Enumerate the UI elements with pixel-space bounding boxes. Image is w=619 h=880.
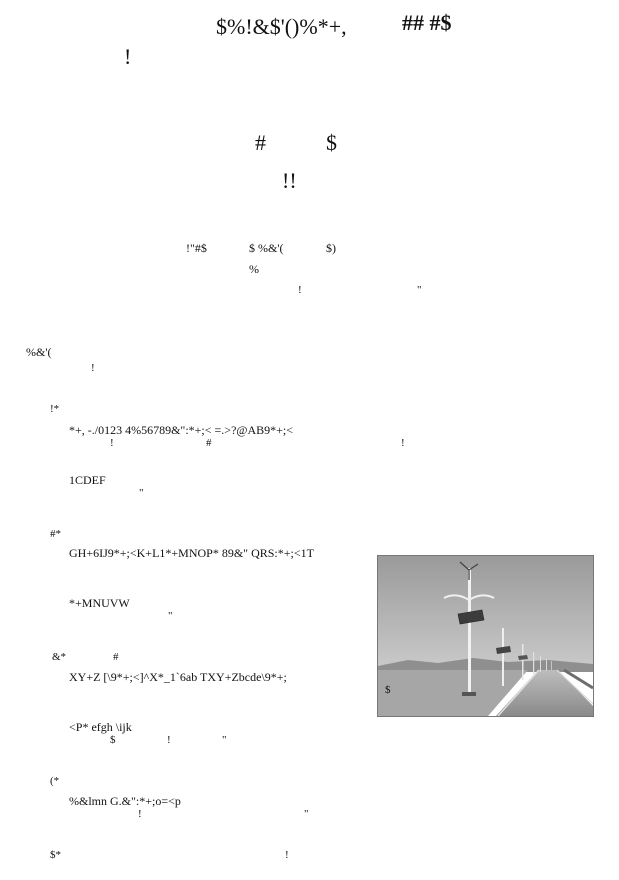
- abstract-heading: %&'(: [26, 345, 52, 359]
- author-3: $): [326, 241, 336, 255]
- section-3-mark-3: !: [167, 734, 171, 746]
- section-5-mark-1: !: [285, 849, 289, 861]
- title-mark: !: [124, 44, 132, 69]
- section-2-number: #*: [50, 528, 61, 540]
- author-1: !"#$: [186, 241, 207, 255]
- section-1-mark-1: !: [110, 437, 114, 449]
- section-3-superscript: #: [113, 651, 119, 663]
- section-3-number: &*: [52, 651, 67, 663]
- section-2-mark-3: ": [168, 610, 173, 622]
- doc-title: $%!&$'()%*+,: [216, 14, 347, 39]
- abstract-sub: !: [91, 362, 95, 374]
- section-1-number: !*: [50, 403, 60, 415]
- section-1-mark-3: !: [401, 437, 405, 449]
- section-3-mark-2: $: [110, 734, 116, 746]
- doc-title-bold: ## #$: [402, 10, 452, 35]
- author-2: $ %&'(: [249, 241, 284, 255]
- streetlight-photo: [377, 555, 594, 717]
- section-1-mark-4: ": [139, 487, 144, 499]
- header-mark-c: !!: [282, 168, 297, 193]
- section-4-number: (*: [50, 775, 60, 787]
- section-4-line-1: %&lmn G.&":*+;o=<p: [69, 794, 181, 808]
- section-1-line-1: *+, -./0123 4%56789&":*+;< =.>?@AB9*+;<: [69, 423, 293, 437]
- section-3-mark-4: ": [222, 734, 227, 746]
- author-mark-1: !: [298, 284, 302, 296]
- section-5-number: $*: [50, 849, 61, 861]
- section-2-line-1: GH+6IJ9*+;<K+L1*+MNOP* 89&" QRS:*+;<1T: [69, 546, 314, 560]
- author-mark-2: ": [417, 284, 422, 296]
- section-3-mark-1: $: [385, 684, 391, 696]
- section-3-line-1: XY+Z [\9*+;<]^X*_1`6ab TXY+Zbcde\9*+;: [69, 670, 287, 684]
- section-4-mark-2: ": [304, 808, 309, 820]
- streetlight-photo-image: [378, 556, 593, 716]
- section-1-line-2: 1CDEF: [69, 473, 106, 487]
- header-mark-a: #: [255, 130, 266, 155]
- section-4-mark-1: !: [138, 808, 142, 820]
- section-3-line-2: <P* efgh \ijk: [69, 720, 132, 734]
- author-4: %: [249, 262, 259, 276]
- section-1-mark-2: #: [206, 437, 212, 449]
- section-2-line-2: *+MNUVW: [69, 596, 130, 610]
- header-mark-b: $: [326, 130, 337, 155]
